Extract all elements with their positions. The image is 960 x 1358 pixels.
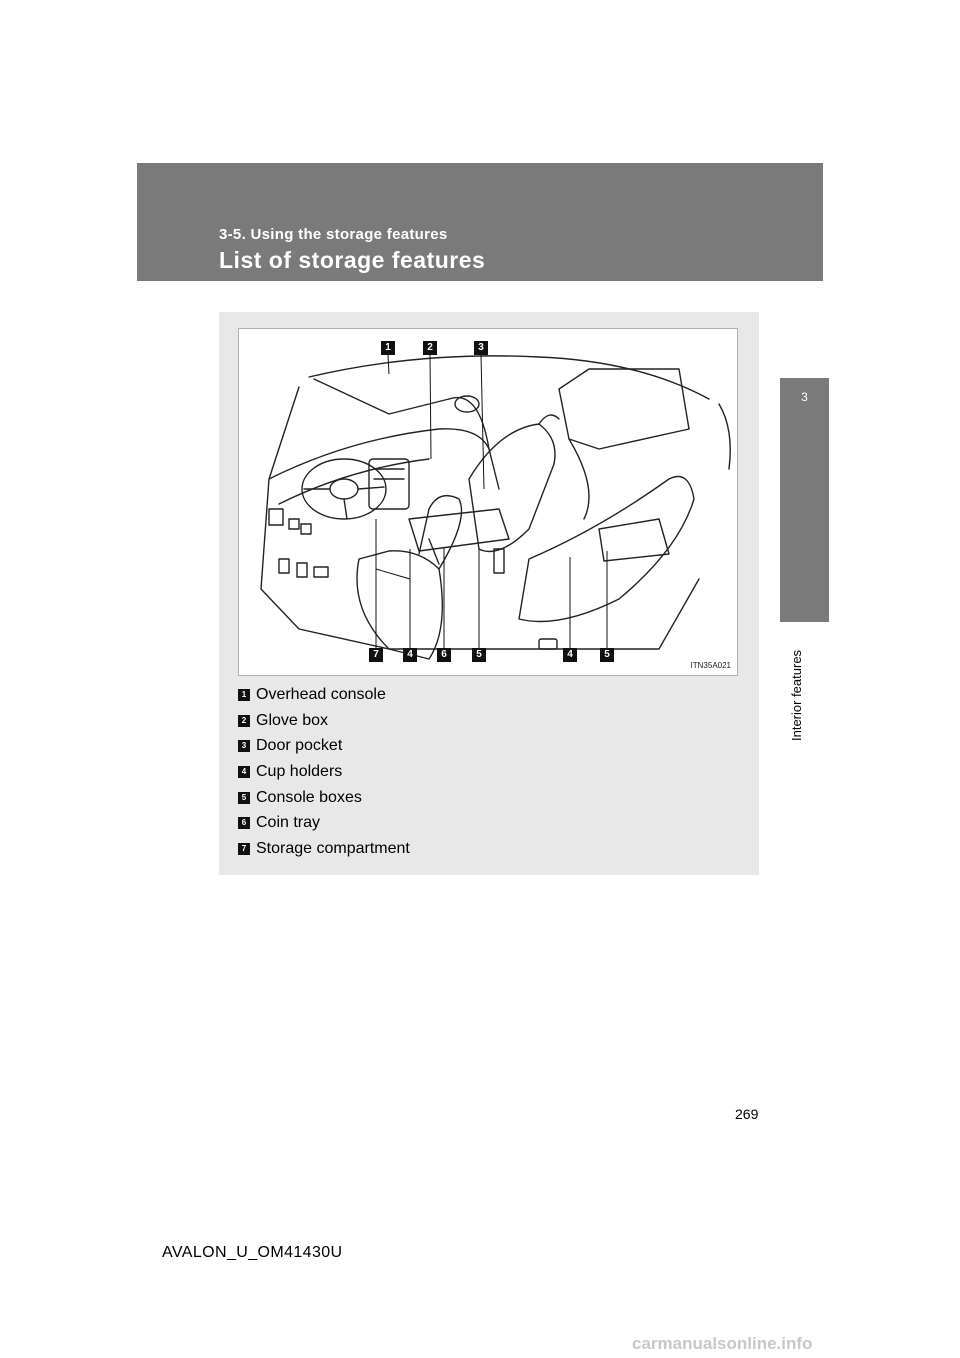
- page-number: 269: [735, 1106, 759, 1122]
- legend-marker: 5: [238, 792, 250, 804]
- page-title: List of storage features: [219, 247, 486, 273]
- callout-bottom-6: 6: [437, 648, 451, 662]
- list-item: [238, 708, 410, 734]
- document-code: AVALON_U_OM41430U: [162, 1244, 343, 1261]
- legend-marker: 1: [238, 689, 250, 701]
- legend-label: Glove box: [256, 711, 329, 729]
- legend-marker: 4: [238, 766, 250, 778]
- callout-top-3: 3: [474, 341, 488, 355]
- list-item: [238, 810, 410, 836]
- legend-label: Cup holders: [256, 762, 343, 780]
- watermark: carmanualsonline.info: [632, 1334, 813, 1353]
- callout-bottom-4b: 4: [563, 648, 577, 662]
- callout-top-1: 1: [381, 341, 395, 355]
- callout-bottom-7: 7: [369, 648, 383, 662]
- list-item: [238, 836, 410, 862]
- interior-illustration: [238, 328, 738, 676]
- chapter-number: 3: [801, 390, 808, 404]
- callout-bottom-4: 4: [403, 648, 417, 662]
- figure-code: ITN35A021: [690, 661, 731, 670]
- callout-bottom-5b: 5: [600, 648, 614, 662]
- list-item: [238, 785, 410, 811]
- list-item: [238, 682, 410, 708]
- legend-marker: 3: [238, 740, 250, 752]
- legend-label: Door pocket: [256, 737, 343, 755]
- legend-marker: 7: [238, 843, 250, 855]
- chapter-tab[interactable]: [780, 378, 829, 622]
- section-label: 3-5. Using the storage features: [219, 226, 448, 243]
- legend-list: [238, 682, 410, 862]
- legend-marker: 6: [238, 817, 250, 829]
- legend-label: Storage compartment: [256, 839, 410, 857]
- callout-top-2: 2: [423, 341, 437, 355]
- legend-label: Overhead console: [256, 685, 386, 703]
- chapter-title: Interior features: [789, 649, 804, 741]
- legend-marker: 2: [238, 715, 250, 727]
- callout-bottom-5: 5: [472, 648, 486, 662]
- car-interior-drawing: [239, 329, 738, 676]
- list-item: [238, 759, 410, 785]
- list-item: [238, 733, 410, 759]
- legend-label: Console boxes: [256, 788, 362, 806]
- legend-label: Coin tray: [256, 814, 321, 832]
